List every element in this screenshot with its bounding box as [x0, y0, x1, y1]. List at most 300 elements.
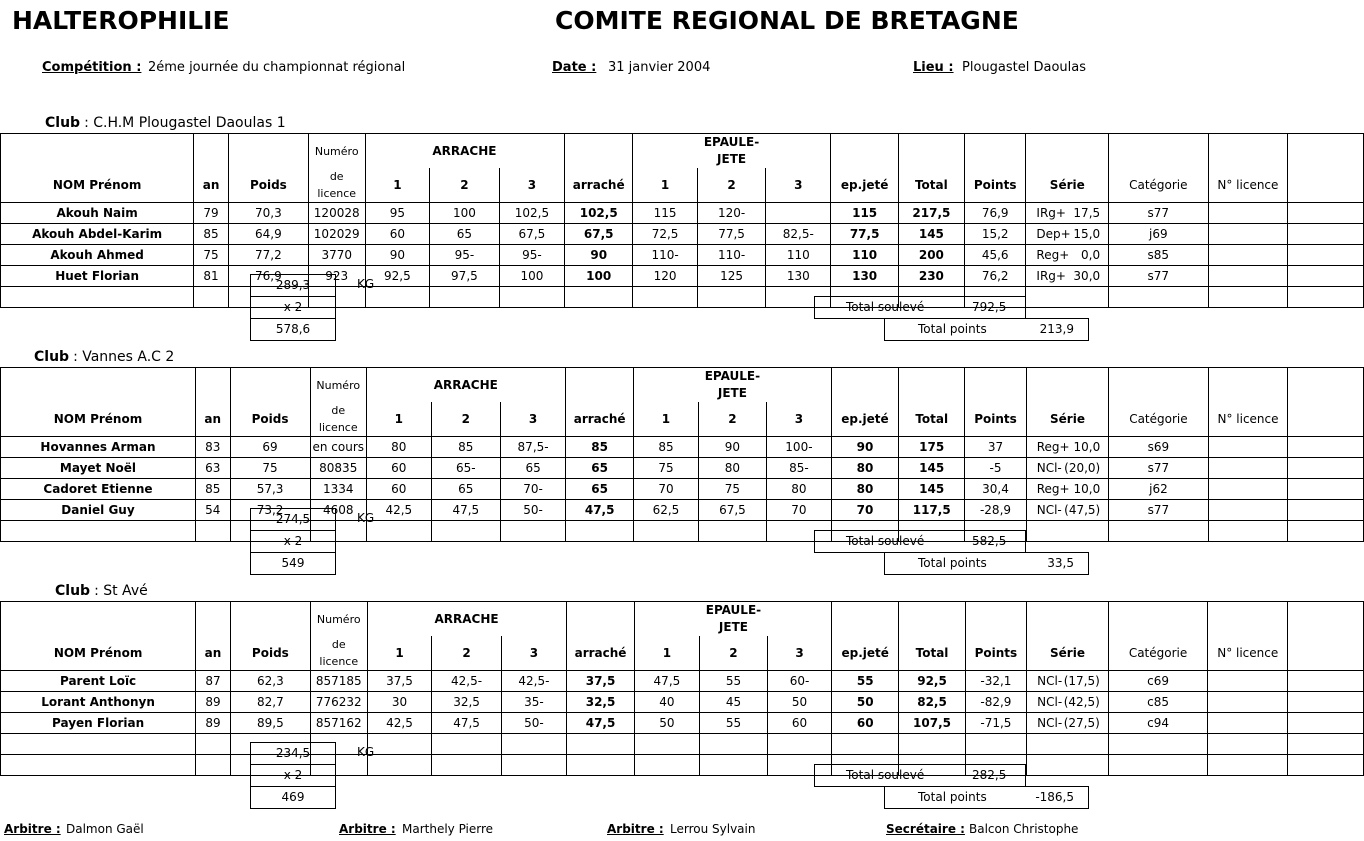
cell-e3: 82,5- — [766, 224, 831, 245]
cell-a1: 30 — [367, 692, 432, 713]
cell-total: 145 — [899, 458, 965, 479]
total-header: Total — [898, 168, 964, 203]
cell-poids: 82,7 — [230, 692, 310, 713]
arrache-2-header: 2 — [431, 402, 500, 437]
cell-name: Akouh Naim — [1, 203, 194, 224]
serie-code: Reg+ — [1036, 248, 1070, 262]
cell-e3: 110 — [766, 245, 831, 266]
cell-name: Akouh Abdel-Karim — [1, 224, 194, 245]
total-souleve-value: 582,5 — [972, 534, 1007, 548]
arrache-1-header: 1 — [367, 636, 432, 671]
cell-cat: s77 — [1109, 500, 1208, 521]
cell-ej: 130 — [831, 266, 898, 287]
arrache-3-header: 3 — [499, 168, 565, 203]
cell-e2 — [697, 287, 765, 308]
double-poids: 469 — [250, 786, 336, 809]
cell-serie — [1026, 521, 1109, 542]
cell-nlic — [1208, 245, 1288, 266]
cell-poids: 64,9 — [228, 224, 308, 245]
cell-ej: 115 — [831, 203, 898, 224]
cell-cat: s77 — [1109, 266, 1208, 287]
cell-name — [1, 521, 196, 542]
serie-header: Série — [1026, 402, 1109, 437]
epaule-header: EPAULE-JETE — [698, 368, 766, 403]
cell-serie — [1026, 287, 1109, 308]
kg-unit: KG — [357, 277, 375, 291]
cell-total: 82,5 — [899, 692, 965, 713]
serie-code: Reg+ — [1036, 440, 1070, 454]
cell-cat — [1109, 521, 1208, 542]
cell-an — [194, 287, 229, 308]
epaule-best-header: ep.jeté — [831, 402, 898, 437]
epaule-3-header: 3 — [766, 168, 831, 203]
epaule-best-header: ep.jeté — [831, 168, 898, 203]
epaule-1-header: 1 — [633, 168, 698, 203]
name-header: NOM Prénom — [1, 402, 196, 437]
cell-a2: 32,5 — [432, 692, 501, 713]
cell-points: 76,9 — [964, 203, 1025, 224]
header-cell — [832, 602, 899, 637]
header-cell — [196, 602, 231, 637]
cell-a3: 50- — [501, 713, 566, 734]
total-points-value: -186,5 — [1035, 790, 1074, 804]
cell-points: 15,2 — [964, 224, 1025, 245]
epaule-2-header: 2 — [697, 168, 765, 203]
nlicence-header: N° licence — [1208, 636, 1288, 671]
cell-e1: 75 — [634, 458, 699, 479]
cell-an: 87 — [196, 671, 231, 692]
cell-empty — [1288, 713, 1364, 734]
cell-arr: 65 — [566, 479, 634, 500]
cell-cat: c94 — [1108, 713, 1207, 734]
licence-header-top: Numéro — [308, 134, 365, 169]
cell-a2: 47,5 — [432, 713, 501, 734]
total-points-box — [884, 318, 1089, 341]
categorie-header: Catégorie — [1109, 402, 1208, 437]
nlicence-header: N° licence — [1208, 402, 1288, 437]
header-cell — [367, 602, 432, 637]
epaule-2-header: 2 — [699, 636, 767, 671]
club-header — [34, 349, 174, 365]
cell-e3 — [768, 734, 832, 755]
cell-empty — [1288, 287, 1364, 308]
total-points-label: Total points — [918, 322, 987, 336]
serie-code: Reg+ — [1036, 482, 1070, 496]
header-cell — [1208, 602, 1288, 637]
cell-nlic — [1208, 437, 1288, 458]
header-cell — [831, 134, 898, 169]
double-poids: 578,6 — [250, 318, 336, 341]
cell-e1: 110- — [633, 245, 698, 266]
cell-a1: 80 — [366, 437, 431, 458]
cell-an: 85 — [195, 479, 230, 500]
header-cell — [965, 368, 1026, 403]
cell-nlic — [1208, 755, 1288, 776]
cell-total: 217,5 — [898, 203, 964, 224]
cell-name — [1, 755, 196, 776]
cell-name: Hovannes Arman — [1, 437, 196, 458]
cell-points: -28,9 — [965, 500, 1026, 521]
cell-name: Lorant Anthonyn — [1, 692, 196, 713]
points-header: Points — [964, 168, 1025, 203]
multiplier: x 2 — [250, 530, 336, 553]
poids-header: Poids — [230, 636, 310, 671]
cell-cat: c85 — [1108, 692, 1207, 713]
cell-a3: 70- — [500, 479, 565, 500]
cell-e2: 80 — [698, 458, 766, 479]
cell-licence: 80835 — [310, 458, 366, 479]
table-row — [1, 458, 1364, 479]
header-cell — [194, 134, 229, 169]
cell-a1: 42,5 — [366, 500, 431, 521]
epaule-best-header: ep.jeté — [832, 636, 899, 671]
cell-serie — [1027, 692, 1109, 713]
header-cell — [499, 134, 565, 169]
header-cell — [899, 368, 965, 403]
cell-e3: 100- — [767, 437, 832, 458]
header-cell — [1109, 368, 1208, 403]
header-cell — [768, 602, 832, 637]
cell-arr: 67,5 — [565, 224, 633, 245]
cell-arr: 37,5 — [567, 671, 635, 692]
header-cell — [767, 368, 832, 403]
licence-header-bottom: de licence — [308, 168, 365, 203]
cell-nlic — [1208, 287, 1288, 308]
arbitre-3-label: Arbitre : — [607, 822, 664, 836]
header-cell — [566, 368, 634, 403]
cell-poids: 75 — [230, 458, 310, 479]
cell-arr: 90 — [565, 245, 633, 266]
cell-e1: 47,5 — [634, 671, 699, 692]
cell-serie — [1026, 266, 1109, 287]
header-cell — [898, 134, 964, 169]
total-souleve-label: Total soulevé — [846, 300, 925, 314]
cell-e2: 75 — [698, 479, 766, 500]
header-cell — [1, 134, 194, 169]
licence-header-top: Numéro — [310, 368, 366, 403]
cell-poids: 73,2 — [230, 500, 310, 521]
cell-cat — [1108, 734, 1207, 755]
an-header: an — [194, 168, 229, 203]
cell-arr: 32,5 — [567, 692, 635, 713]
cell-serie — [1026, 203, 1109, 224]
cell-empty — [1288, 458, 1364, 479]
secretaire-name: Balcon Christophe — [969, 822, 1079, 836]
table-row — [1, 671, 1364, 692]
serie-value: 15,0 — [1073, 227, 1101, 241]
cell-nlic — [1208, 734, 1288, 755]
cell-a2: 85 — [431, 437, 500, 458]
total-souleve-box — [814, 296, 1026, 319]
cell-a3: 95- — [499, 245, 565, 266]
header-cell — [1288, 636, 1364, 671]
sum-poids: 289,3 — [250, 274, 336, 297]
cell-nlic — [1208, 266, 1288, 287]
cell-a3: 35- — [501, 692, 566, 713]
cell-empty — [1288, 245, 1364, 266]
cell-arr: 100 — [565, 266, 633, 287]
cell-an: 83 — [195, 437, 230, 458]
epaule-3-header: 3 — [767, 402, 832, 437]
competition-value: 2éme journée du championnat régional — [148, 60, 406, 75]
cell-cat — [1109, 287, 1208, 308]
serie-value: 30,0 — [1073, 269, 1101, 283]
place-label: Lieu : — [913, 60, 954, 75]
points-header: Points — [965, 402, 1026, 437]
arbitre-2-label: Arbitre : — [339, 822, 396, 836]
cell-an: 79 — [194, 203, 229, 224]
cell-a2: 65 — [430, 224, 499, 245]
cell-e2: 90 — [698, 437, 766, 458]
cell-licence: 857185 — [310, 671, 367, 692]
cell-a1 — [365, 287, 430, 308]
cell-points: 45,6 — [964, 245, 1025, 266]
table-row — [1, 734, 1364, 755]
header-cell — [1, 602, 196, 637]
cell-cat: j62 — [1109, 479, 1208, 500]
cell-poids: 76,9 — [228, 266, 308, 287]
cell-points: 30,4 — [965, 479, 1026, 500]
total-header: Total — [899, 402, 965, 437]
cell-e1: 70 — [634, 479, 699, 500]
cell-points: -71,5 — [965, 713, 1027, 734]
points-header: Points — [965, 636, 1027, 671]
serie-code: NCl- — [1037, 695, 1063, 709]
cell-e1 — [634, 734, 699, 755]
cell-name: Daniel Guy — [1, 500, 196, 521]
header-cell — [230, 602, 310, 637]
multiplier: x 2 — [250, 296, 336, 319]
cell-total: 145 — [899, 479, 965, 500]
cell-serie — [1027, 713, 1109, 734]
epaule-header: EPAULE-JETE — [699, 602, 767, 637]
header-cell — [831, 368, 898, 403]
table-row — [1, 203, 1364, 224]
header-cell — [365, 134, 430, 169]
total-points-box — [884, 786, 1089, 809]
kg-unit: KG — [357, 745, 375, 759]
cell-ej: 60 — [832, 713, 899, 734]
cell-serie — [1026, 479, 1109, 500]
epaule-2-header: 2 — [698, 402, 766, 437]
serie-code: IRg+ — [1036, 206, 1066, 220]
club-header — [55, 583, 148, 599]
cell-a3 — [501, 734, 566, 755]
cell-poids: 69 — [230, 437, 310, 458]
header-cell — [899, 602, 965, 637]
cell-ej: 80 — [831, 458, 898, 479]
cell-poids: 70,3 — [228, 203, 308, 224]
cell-cat: j69 — [1109, 224, 1208, 245]
arrache-1-header: 1 — [365, 168, 430, 203]
arrache-3-header: 3 — [500, 402, 565, 437]
cell-poids: 62,3 — [230, 671, 310, 692]
cell-name: Payen Florian — [1, 713, 196, 734]
results-table — [0, 367, 1364, 542]
cell-empty — [1288, 266, 1364, 287]
cell-a1: 42,5 — [367, 713, 432, 734]
total-points-label: Total points — [918, 556, 987, 570]
arbitre-3-name: Lerrou Sylvain — [670, 822, 756, 836]
cell-e3: 50 — [768, 692, 832, 713]
table-row — [1, 224, 1364, 245]
cell-licence: 3770 — [308, 245, 365, 266]
header-cell — [1108, 602, 1207, 637]
arrache-header: ARRACHE — [430, 134, 499, 169]
date-value: 31 janvier 2004 — [608, 60, 711, 75]
cell-serie — [1027, 671, 1109, 692]
cell-ej: 80 — [831, 479, 898, 500]
cell-nlic — [1208, 458, 1288, 479]
cell-cat: s85 — [1109, 245, 1208, 266]
an-header: an — [196, 636, 231, 671]
header-cell — [195, 368, 230, 403]
licence-header-top: Numéro — [310, 602, 367, 637]
cell-e2: 110- — [697, 245, 765, 266]
cell-licence: 923 — [308, 266, 365, 287]
cell-e1: 50 — [634, 713, 699, 734]
cell-a1 — [366, 521, 431, 542]
cell-a1: 60 — [366, 458, 431, 479]
cell-name: Parent Loïc — [1, 671, 196, 692]
sport-title: HALTEROPHILIE — [12, 6, 230, 35]
club-label: Club — [55, 583, 91, 599]
cell-e1: 72,5 — [633, 224, 698, 245]
cell-an: 63 — [195, 458, 230, 479]
header-cell — [1027, 602, 1109, 637]
cell-empty — [1288, 692, 1364, 713]
cell-arr: 47,5 — [567, 713, 635, 734]
cell-ej: 77,5 — [831, 224, 898, 245]
total-header: Total — [899, 636, 965, 671]
double-poids: 549 — [250, 552, 336, 575]
header-cell — [1208, 134, 1288, 169]
header-cell — [634, 602, 699, 637]
cell-nlic — [1208, 203, 1288, 224]
cell-a3: 87,5- — [500, 437, 565, 458]
cell-empty — [1288, 671, 1364, 692]
cell-a3: 42,5- — [501, 671, 566, 692]
results-table — [0, 133, 1364, 308]
cell-an: 75 — [194, 245, 229, 266]
licence-header-bottom: de licence — [310, 636, 367, 671]
serie-code: NCl- — [1036, 461, 1062, 475]
cell-points: -5 — [965, 458, 1026, 479]
club-name: : Vannes A.C 2 — [73, 349, 175, 365]
club-label: Club — [45, 115, 81, 131]
licence-header-bottom: de licence — [310, 402, 366, 437]
cell-arr: 47,5 — [566, 500, 634, 521]
date-label: Date : — [552, 60, 597, 75]
club-name: : C.H.M Plougastel Daoulas 1 — [84, 115, 286, 131]
sum-poids: 274,5 — [250, 508, 336, 531]
header-cell — [633, 134, 698, 169]
cell-licence: en cours — [310, 437, 366, 458]
cell-an — [196, 734, 231, 755]
cell-nlic — [1208, 500, 1288, 521]
cell-a2: 65 — [431, 479, 500, 500]
table-row — [1, 692, 1364, 713]
cell-total: 145 — [898, 224, 964, 245]
serie-value: 0,0 — [1081, 248, 1101, 262]
serie-header: Série — [1027, 636, 1109, 671]
header-cell — [964, 134, 1025, 169]
cell-e2: 67,5 — [698, 500, 766, 521]
cell-a3: 100 — [499, 266, 565, 287]
cell-serie — [1027, 734, 1109, 755]
serie-value: 17,5 — [1073, 206, 1101, 220]
arrache-best-header: arraché — [565, 168, 633, 203]
cell-e3: 80 — [767, 479, 832, 500]
cell-e3: 70 — [767, 500, 832, 521]
arrache-best-header: arraché — [567, 636, 635, 671]
cell-a1: 92,5 — [365, 266, 430, 287]
cell-a2: 42,5- — [432, 671, 501, 692]
arrache-3-header: 3 — [501, 636, 566, 671]
cell-e3 — [766, 203, 831, 224]
cell-serie — [1026, 437, 1109, 458]
serie-value: (20,0) — [1064, 461, 1101, 475]
competition-label: Compétition : — [42, 60, 142, 75]
cell-e3: 60 — [768, 713, 832, 734]
cell-serie — [1026, 224, 1109, 245]
kg-unit: KG — [357, 511, 375, 525]
cell-arr — [567, 734, 635, 755]
total-points-label: Total points — [918, 790, 987, 804]
cell-a2: 95- — [430, 245, 499, 266]
cell-a1: 60 — [365, 224, 430, 245]
cell-a1: 90 — [365, 245, 430, 266]
cell-points: -82,9 — [965, 692, 1027, 713]
cell-empty — [1288, 521, 1364, 542]
cell-a1 — [367, 734, 432, 755]
total-souleve-value: 282,5 — [972, 768, 1007, 782]
cell-name — [1, 734, 196, 755]
cell-a3: 50- — [500, 500, 565, 521]
cell-e1 — [633, 287, 698, 308]
table-row — [1, 500, 1364, 521]
header-cell — [1, 368, 196, 403]
cell-a3 — [499, 287, 565, 308]
cell-arr — [566, 521, 634, 542]
cell-total: 230 — [898, 266, 964, 287]
cell-a2 — [431, 521, 500, 542]
cell-cat: s77 — [1109, 203, 1208, 224]
table-row — [1, 266, 1364, 287]
cell-a1: 95 — [365, 203, 430, 224]
cell-e3: 60- — [768, 671, 832, 692]
total-souleve-value: 792,5 — [972, 300, 1007, 314]
cell-a3 — [501, 755, 566, 776]
header-cell — [1288, 168, 1364, 203]
header-cell — [500, 368, 565, 403]
cell-empty — [1288, 437, 1364, 458]
cell-nlic — [1208, 224, 1288, 245]
cell-an: 89 — [196, 692, 231, 713]
place-value: Plougastel Daoulas — [962, 60, 1086, 75]
arrache-2-header: 2 — [432, 636, 501, 671]
cell-arr: 102,5 — [565, 203, 633, 224]
poids-header: Poids — [228, 168, 308, 203]
table-row — [1, 713, 1364, 734]
cell-total: 92,5 — [899, 671, 965, 692]
table-row — [1, 437, 1364, 458]
epaule-header: EPAULE-JETE — [697, 134, 765, 169]
arrache-header: ARRACHE — [431, 368, 500, 403]
cell-points: -32,1 — [965, 671, 1027, 692]
cell-e1: 85 — [634, 437, 699, 458]
cell-a2 — [432, 755, 501, 776]
